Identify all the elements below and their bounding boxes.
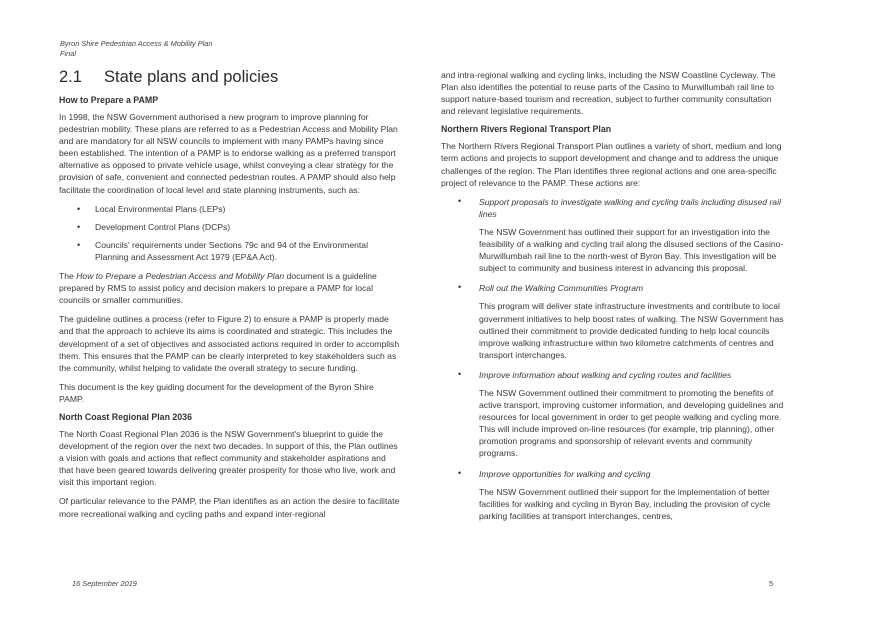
ncrp-continuation: and intra-regional walking and cycling links, including the NSW Coastline Cycleway. The Plan also identifies the potential to reuse parts of the Casino to Murwillumbah rail line to support nature-based tourism and recreation, subject to further community consultation and relevant legislative requirements. — [441, 70, 776, 117]
action-title: • Roll out the Walking Communities Program — [479, 283, 644, 294]
section-number: 2.1 — [59, 68, 82, 86]
pamp-paragraph-2 — [59, 270, 401, 306]
text-run: The — [59, 271, 77, 282]
action-title: • Improve information about walking and cycling routes and facilities — [479, 369, 732, 380]
nrrtp-paragraph: The Northern Rivers Regional Transport Plan outlines a variety of short, medium and long term actions and projects to support development and change and to address the unique challenges of the region. The Plan identifies three regional actions and one area-specific project of relevance to the PAMP. These actions are: — [441, 141, 782, 188]
section-title: State plans and policies — [104, 68, 279, 86]
text-run: document is a guideline prepared by RMS to assist policy and decision makers to prepare a PAMP for local councils or smaller communities. — [59, 271, 377, 306]
action-description: The NSW Government has outlined their support for an investigation into the feasibility of a walking and cycling trail along the disused sections of the Casino-Murwillumbah rail line to the north-west of Byron Bay. This investigation will be subject to community and business interest in advancing this proposal. — [479, 226, 784, 274]
pamp-paragraph-3: The guideline outlines a process (refer to Figure 2) to ensure a PAMP is properly made and that the approach to achieve its aims is coordinated and strategic. This includes the development of a set of objectives and associated actions required in order to accomplish them. This ensures that the PAMP can be clearly interpreted to key stakeholders such as the community, whilst helping to validate the overall strategy to secure funding. — [59, 314, 400, 373]
pamp-paragraph-1: In 1998, the NSW Government authorised a new program to improve planning for pedestrian mobility. These plans are referred to as a Pedestrian Access and Mobility Plan and are mandatory for all NSW councils to implement with many PAMPs having since been established. The intention of a PAMP is to endorse walking as a preferred transport alternative as opposed to private vehicle usage, whilst conveying a clear strategy for the provision of safe, convenient and connected pedestrian routes. A PAMP should also help facilitate the coordination of local level and state planning instruments, such as: — [59, 112, 398, 195]
action-description: This program will deliver state infrastructure investments and contribute to local government initiatives to help boost rates of walking. The NSW Government has outlined their commitment to provide dedicated funding to help local councils improve walking infrastructure within two kilometre catchments of centres and transport interchanges. — [479, 301, 784, 360]
action-title: • Support proposals to investigate walking and cycling trails including disused rail lines — [479, 196, 781, 219]
ncrp-paragraph-2: Of particular relevance to the PAMP, the Plan identifies as an action the desire to facilitate more recreational walking and cycling paths and expand inter-regional — [59, 496, 400, 519]
regional-actions-list — [441, 196, 788, 522]
pamp-paragraph-4: This document is the key guiding document for the development of the Byron Shire PAMP. — [59, 381, 374, 404]
action-description: The NSW Government outlined their support for the implementation of better facilities for walking and cycling in Byron Bay, including the provision of cycle parking facilities at transport interchanges, centres, — [479, 486, 771, 521]
list-item: • Development Control Plans (DCPs) — [59, 221, 401, 233]
list-item — [441, 196, 788, 275]
document-status: Final — [60, 49, 77, 58]
ncrp-heading: North Coast Regional Plan 2036 — [59, 411, 192, 422]
pamp-heading: How to Prepare a PAMP — [59, 95, 159, 105]
page-number: 5 — [769, 579, 774, 588]
document-title: Byron Shire Pedestrian Access & Mobility Plan — [60, 39, 213, 48]
section-heading — [59, 68, 401, 87]
action-title: • Improve opportunities for walking and cycling — [479, 468, 651, 479]
list-item — [441, 369, 788, 460]
planning-instruments-list — [59, 203, 401, 263]
footer-date: 16 September 2019 — [72, 579, 137, 588]
ncrp-paragraph-1: The North Coast Regional Plan 2036 is the NSW Government's blueprint to guide the development of the region over the next two decades. In support of this, the Plan outlines a vision with goals and actions that reflect community and stakeholder aspirations and that have been geared towards delivering greater prosperity for those who live, work and visit this important region. — [59, 428, 398, 488]
nrrtp-heading: Northern Rivers Regional Transport Plan — [441, 124, 612, 135]
left-column — [59, 68, 401, 527]
list-item: • Local Environmental Plans (LEPs) — [59, 203, 401, 215]
list-item — [441, 282, 788, 361]
guideline-title: How to Prepare a Pedestrian Access and Mobility Plan — [76, 271, 285, 282]
document-header — [60, 39, 213, 59]
right-column — [441, 69, 788, 530]
action-description: The NSW Government outlined their commitment to promoting the benefits of active transport, improving customer information, and developing guidelines and resources for local government in order to get people walking and cycling more. This will include improved on-line resources (for example, trip planning), other promotion programs and sponsorship of relevant events and community programs. — [479, 387, 784, 459]
list-item — [441, 468, 788, 522]
list-item: • Councils' requirements under Sections 79c and 94 of the Environmental Planning and Assessment Act 1979 (EP&A Act). — [59, 239, 401, 263]
